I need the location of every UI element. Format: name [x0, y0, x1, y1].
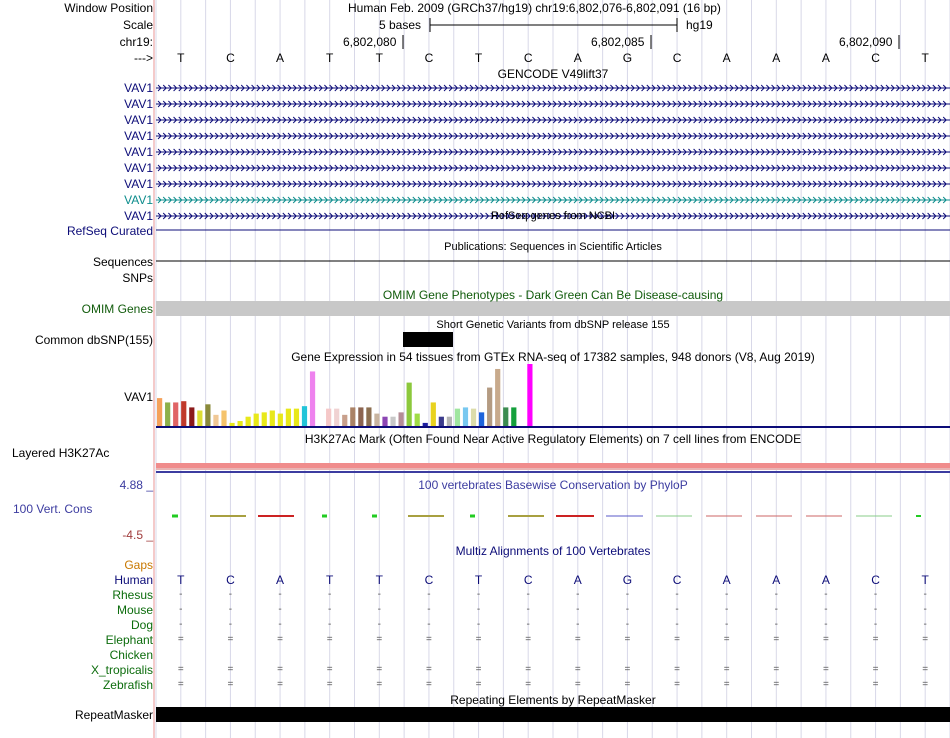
alignment-cell: -: [576, 589, 580, 600]
alignment-cell: =: [674, 634, 680, 645]
gtex-bar: [181, 401, 186, 426]
human-base: A: [821, 573, 830, 587]
alignment-cell: =: [277, 664, 283, 675]
h3k27ac-label[interactable]: Layered H3K27Ac: [12, 446, 110, 460]
alignment-cell: -: [427, 604, 431, 615]
alignment-cell: -: [278, 619, 282, 630]
gtex-bar: [463, 407, 468, 426]
alignment-cell: -: [476, 589, 481, 600]
alignment-cell: -: [278, 604, 282, 615]
alignment-cell: -: [923, 604, 927, 615]
alignment-cell: =: [177, 634, 184, 645]
dna-base: T: [474, 51, 483, 65]
gtex-bar: [511, 407, 516, 426]
gtex-bar: [350, 407, 355, 426]
phylop-mark: [556, 515, 594, 517]
omim-bar: [156, 301, 950, 316]
alignment-cell: =: [475, 634, 482, 645]
alignment-cell: -: [328, 619, 332, 630]
gtex-bar: [342, 415, 347, 426]
alignment-cell: -: [476, 619, 481, 630]
gtex-bar: [302, 406, 307, 426]
gtex-bar: [366, 407, 371, 426]
alignment-cell: =: [922, 679, 929, 690]
species-label[interactable]: Chicken: [109, 648, 153, 662]
alignment-cell: -: [873, 589, 878, 600]
dna-base: A: [573, 51, 582, 65]
alignment-cell: =: [227, 634, 234, 645]
gtex-bar: [173, 402, 178, 426]
human-base: T: [375, 573, 383, 587]
alignment-cell: -: [923, 589, 927, 600]
alignment-cell: =: [872, 634, 879, 645]
alignment-cell: =: [177, 679, 184, 690]
alignment-cell: -: [625, 604, 630, 615]
phylop-track-title: 100 vertebrates Basewise Conservation by PhyloP: [418, 478, 688, 492]
phylop-mark: [606, 516, 643, 517]
human-base: T: [326, 573, 334, 587]
alignment-cell: -: [278, 589, 282, 600]
human-base: T: [921, 573, 929, 587]
alignment-cell: -: [675, 604, 679, 615]
h3k27ac-band: [156, 463, 950, 468]
gencode-item-label[interactable]: VAV1: [124, 129, 153, 143]
chrom-label: chr19:: [119, 35, 153, 49]
alignment-cell: =: [475, 664, 482, 675]
gtex-bar: [278, 414, 283, 426]
window-position-label: Window Position: [64, 1, 153, 15]
human-base: C: [226, 573, 235, 587]
coord-tick-3: 6,802,090: [839, 35, 893, 49]
alignment-cell: =: [525, 634, 532, 645]
scale-text: 5 bases: [379, 18, 422, 32]
gtex-bar: [262, 412, 267, 426]
phylop-mark: [408, 515, 444, 517]
human-base: G: [622, 573, 633, 587]
alignment-cell: -: [377, 604, 381, 615]
alignment-cell: -: [824, 619, 828, 630]
gtex-bar: [471, 409, 476, 426]
phylop-min-label: -4.5 _: [122, 528, 153, 542]
dna-base: C: [523, 51, 533, 65]
gencode-item-label[interactable]: VAV1: [124, 209, 153, 223]
alignment-cell: =: [624, 679, 631, 690]
gencode-item-label[interactable]: VAV1: [124, 97, 153, 111]
gtex-bar: [189, 407, 194, 426]
gtex-bar: [479, 412, 484, 426]
phylop-mark: [470, 515, 475, 518]
alignment-cell: =: [674, 679, 680, 690]
species-label[interactable]: Dog: [130, 618, 153, 632]
gtex-bar: [390, 417, 395, 426]
gtex-bar: [165, 402, 170, 426]
human-base: A: [573, 573, 582, 587]
alignment-cell: =: [426, 634, 432, 645]
alignment-cell: =: [227, 664, 234, 675]
publications-track-title: Publications: Sequences in Scientific Articles: [444, 241, 662, 253]
alignment-cell: -: [774, 619, 778, 630]
alignment-cell: =: [326, 664, 333, 675]
sequences-label[interactable]: Sequences: [92, 255, 153, 269]
phylop-max-label: 4.88 _: [119, 478, 153, 492]
alignment-cell: =: [525, 679, 532, 690]
gtex-bar: [415, 414, 420, 426]
dna-base: T: [326, 51, 334, 65]
h3k27ac-band-lower: [156, 468, 950, 470]
alignment-cell: =: [723, 664, 730, 675]
dna-base: C: [871, 51, 880, 65]
gtex-bar: [205, 404, 210, 426]
gtex-bar: [374, 414, 379, 426]
gtex-bar: [399, 412, 404, 426]
alignment-cell: =: [277, 679, 283, 690]
repeatmasker-track-title: Repeating Elements by RepeatMasker: [450, 693, 656, 707]
gtex-bar: [431, 402, 436, 426]
gtex-bar: [254, 414, 259, 426]
dna-base: T: [375, 51, 383, 65]
alignment-cell: =: [823, 664, 829, 675]
alignment-cell: -: [377, 619, 381, 630]
alignment-cell: -: [625, 589, 630, 600]
alignment-cell: -: [923, 619, 927, 630]
coord-tick-1: 6,802,080: [343, 35, 397, 49]
alignment-cell: =: [525, 664, 532, 675]
snps-label[interactable]: SNPs: [122, 271, 153, 285]
human-base: C: [871, 573, 880, 587]
phylop-mark: [258, 515, 294, 517]
human-base: C: [424, 573, 434, 587]
alignment-cell: -: [576, 619, 580, 630]
gencode-item-label[interactable]: VAV1: [124, 81, 153, 95]
alignment-cell: -: [427, 619, 431, 630]
gencode-item-label[interactable]: VAV1: [124, 177, 153, 191]
alignment-cell: =: [177, 664, 184, 675]
repeatmasker-bar: [156, 707, 950, 722]
refseq-track-title: RefSeq genes from NCBI: [490, 210, 616, 222]
species-label[interactable]: Elephant: [105, 633, 153, 647]
gencode-track-title: GENCODE V49lift37: [497, 67, 609, 81]
gtex-bar: [326, 409, 331, 426]
scale-assembly: hg19: [686, 18, 713, 32]
alignment-cell: -: [725, 619, 729, 630]
phylop-mark: [756, 516, 792, 517]
alignment-cell: =: [277, 634, 283, 645]
gtex-bar: [221, 411, 226, 427]
dna-base: A: [821, 51, 830, 65]
gtex-bar: [286, 409, 291, 426]
gtex-track-title: Gene Expression in 54 tissues from GTEx RNA-seq of 17382 samples, 948 donors (V8, Aug 2019): [291, 350, 815, 364]
alignment-cell: -: [228, 604, 233, 615]
strand-label: --->: [134, 51, 153, 65]
gtex-bar: [503, 407, 508, 426]
alignment-cell: =: [574, 679, 581, 690]
species-label[interactable]: Rhesus: [112, 588, 153, 602]
phylop-mark: [372, 515, 377, 518]
alignment-cell: -: [675, 619, 679, 630]
alignment-cell: -: [328, 589, 332, 600]
species-label[interactable]: Mouse: [116, 603, 153, 617]
gtex-bar: [197, 411, 202, 427]
dbsnp-track-title: Short Genetic Variants from dbSNP release 155: [436, 319, 670, 331]
human-base: C: [672, 573, 682, 587]
alignment-cell: -: [328, 604, 332, 615]
species-label[interactable]: Zebrafish: [102, 678, 153, 692]
alignment-cell: -: [427, 589, 431, 600]
gtex-bar: [439, 417, 444, 426]
phylop-mark: [656, 516, 692, 517]
human-base: T: [177, 573, 185, 587]
gtex-bar: [246, 417, 251, 426]
gtex-bar: [334, 409, 339, 426]
alignment-cell: =: [326, 679, 333, 690]
alignment-cell: =: [426, 679, 432, 690]
phylop-mark: [856, 516, 892, 517]
alignment-cell: =: [823, 679, 829, 690]
alignment-cell: -: [824, 589, 828, 600]
alignment-cell: -: [873, 619, 878, 630]
gencode-item-label[interactable]: VAV1: [124, 145, 153, 159]
gtex-bar: [310, 371, 315, 426]
alignment-cell: =: [475, 679, 482, 690]
alignment-cell: =: [922, 634, 929, 645]
dna-base: T: [921, 51, 929, 65]
alignment-cell: =: [624, 664, 631, 675]
alignment-cell: =: [723, 679, 730, 690]
phylop-mark: [916, 515, 921, 517]
alignment-cell: =: [624, 634, 631, 645]
h3k27ac-track-title: H3K27Ac Mark (Often Found Near Active Regulatory Elements) on 7 cell lines from ENCODE: [304, 432, 802, 446]
alignment-cell: -: [576, 604, 580, 615]
gtex-bar: [382, 417, 387, 426]
gtex-bar: [213, 415, 218, 426]
alignment-cell: =: [823, 634, 829, 645]
phylop-mark: [508, 515, 544, 517]
dbsnp-variant: [403, 332, 453, 347]
alignment-cell: =: [426, 664, 432, 675]
gtex-bar: [157, 398, 162, 426]
alignment-cell: -: [675, 589, 679, 600]
human-base: A: [276, 573, 285, 587]
alignment-cell: -: [725, 589, 729, 600]
alignment-cell: =: [773, 664, 780, 675]
coord-tick-2: 6,802,085: [591, 35, 645, 49]
gencode-item-label[interactable]: VAV1: [124, 113, 153, 127]
gencode-item-label[interactable]: VAV1: [124, 193, 153, 207]
gtex-bar: [447, 417, 452, 426]
alignment-cell: =: [376, 679, 383, 690]
gtex-bar: [487, 388, 492, 426]
alignment-cell: =: [674, 664, 680, 675]
alignment-cell: =: [872, 679, 879, 690]
human-base: A: [772, 573, 781, 587]
alignment-cell: -: [476, 604, 481, 615]
human-base: A: [722, 573, 731, 587]
gaps-label[interactable]: Gaps: [124, 558, 153, 572]
phylop-mark: [806, 516, 842, 517]
h3k27ac-base: [156, 471, 950, 473]
gtex-bar: [407, 383, 412, 426]
gtex-bar: [527, 364, 532, 426]
alignment-cell: =: [574, 664, 581, 675]
species-label[interactable]: X_tropicalis: [90, 663, 153, 677]
window-position-value: Human Feb. 2009 (GRCh37/hg19) chr19:6,802,076-6,802,091 (16 bp): [348, 1, 721, 15]
alignment-cell: -: [179, 619, 183, 630]
dna-base: T: [177, 51, 185, 65]
alignment-cell: =: [574, 634, 581, 645]
alignment-cell: -: [377, 589, 381, 600]
phylop-mark: [172, 515, 178, 518]
alignment-cell: =: [922, 664, 929, 675]
dna-base: A: [722, 51, 731, 65]
alignment-cell: -: [774, 589, 778, 600]
dna-base: A: [772, 51, 781, 65]
repeatmasker-label[interactable]: RepeatMasker: [74, 708, 153, 722]
dna-base: C: [226, 51, 235, 65]
alignment-cell: =: [376, 634, 383, 645]
alignment-cell: =: [326, 634, 333, 645]
phylop-mark: [706, 516, 742, 517]
dbsnp-label[interactable]: Common dbSNP(155): [34, 333, 153, 347]
alignment-cell: -: [179, 604, 183, 615]
alignment-cell: -: [179, 589, 183, 600]
human-base: T: [474, 573, 483, 587]
alignment-cell: -: [824, 604, 828, 615]
gtex-bar: [270, 411, 275, 427]
gtex-bar: [229, 423, 234, 426]
alignment-cell: -: [526, 604, 530, 615]
phylop-label[interactable]: 100 Vert. Cons: [13, 502, 93, 516]
gtex-bar: [455, 409, 460, 426]
omim-track-title: OMIM Gene Phenotypes - Dark Green Can Be Disease-causing: [382, 288, 724, 302]
dna-base: C: [424, 51, 434, 65]
phylop-mark: [322, 515, 327, 518]
gencode-item-label[interactable]: VAV1: [124, 161, 153, 175]
dna-base: A: [276, 51, 285, 65]
phylop-mark: [210, 515, 246, 517]
gtex-bar: [358, 407, 363, 426]
alignment-cell: =: [723, 634, 730, 645]
dna-base: G: [622, 51, 633, 65]
alignment-cell: -: [873, 604, 878, 615]
alignment-cell: =: [773, 679, 780, 690]
alignment-cell: -: [725, 604, 729, 615]
alignment-cell: -: [526, 589, 530, 600]
omim-label[interactable]: OMIM Genes: [81, 302, 153, 316]
multiz-track-title: Multiz Alignments of 100 Vertebrates: [455, 544, 651, 558]
dna-base: C: [672, 51, 682, 65]
alignment-cell: -: [228, 619, 233, 630]
alignment-cell: =: [376, 664, 383, 675]
gtex-bar: [294, 409, 299, 426]
species-label[interactable]: Human: [114, 573, 153, 587]
alignment-cell: -: [228, 589, 233, 600]
alignment-cell: -: [526, 619, 530, 630]
alignment-cell: -: [625, 619, 630, 630]
gtex-bar: [423, 423, 428, 426]
alignment-cell: =: [227, 679, 234, 690]
human-base: C: [523, 573, 533, 587]
alignment-cell: =: [872, 664, 879, 675]
alignment-cell: =: [773, 634, 780, 645]
gtex-label[interactable]: VAV1: [124, 390, 153, 404]
refseq-label[interactable]: RefSeq Curated: [66, 224, 153, 238]
alignment-cell: -: [774, 604, 778, 615]
gtex-bar: [495, 369, 500, 426]
gtex-bar: [238, 421, 243, 426]
scale-label: Scale: [122, 18, 153, 32]
